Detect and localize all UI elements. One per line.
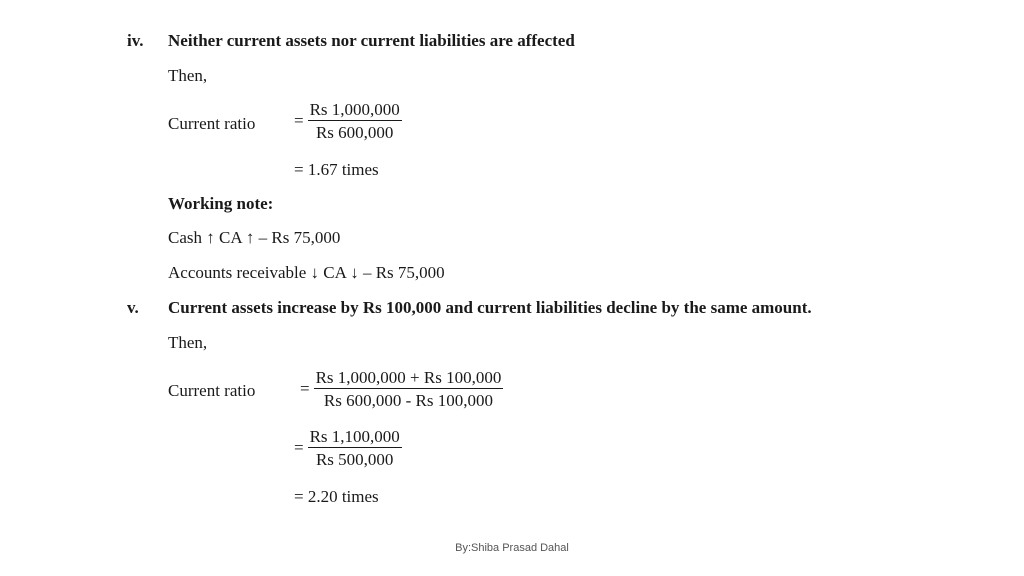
fraction-numerator: Rs 1,000,000	[309, 100, 400, 119]
fraction-denominator: Rs 500,000	[315, 450, 394, 469]
fraction-denominator: Rs 600,000	[315, 123, 394, 142]
fraction-stack	[308, 100, 402, 142]
equals-sign: =	[294, 438, 304, 457]
fraction-denominator: Rs 600,000 - Rs 100,000	[323, 391, 493, 410]
section-v-ratio-label: Current ratio	[168, 381, 256, 400]
fraction-numerator: Rs 1,100,000	[309, 427, 400, 446]
fraction-numerator: Rs 1,000,000 + Rs 100,000	[315, 368, 502, 387]
section-iv-result: = 1.67 times	[294, 160, 379, 179]
section-v-numeral: v.	[127, 298, 139, 317]
working-note-line-2: Accounts receivable ↓ CA ↓ – Rs 75,000	[168, 263, 445, 282]
section-iv-numeral: iv.	[127, 31, 144, 50]
section-v-heading: Current assets increase by Rs 100,000 and current liabilities decline by the same amount.	[168, 298, 812, 317]
working-note-line-1: Cash ↑ CA ↑ – Rs 75,000	[168, 228, 341, 247]
equals-sign: =	[300, 379, 310, 398]
footer-author: By:Shiba Prasad Dahal	[455, 542, 569, 554]
fraction-stack	[314, 368, 504, 410]
section-iv-fraction	[294, 100, 402, 142]
section-v-then: Then,	[168, 333, 208, 352]
section-iv-ratio-label: Current ratio	[168, 114, 256, 133]
equals-sign: =	[294, 111, 304, 130]
section-v-fraction-1	[300, 368, 503, 410]
section-iv-heading: Neither current assets nor current liabilities are affected	[168, 31, 575, 50]
working-note-title: Working note:	[168, 194, 274, 213]
section-iv-then: Then,	[168, 66, 208, 85]
fraction-stack	[308, 427, 402, 469]
section-v-fraction-2	[294, 427, 402, 469]
section-v-result: = 2.20 times	[294, 487, 379, 506]
